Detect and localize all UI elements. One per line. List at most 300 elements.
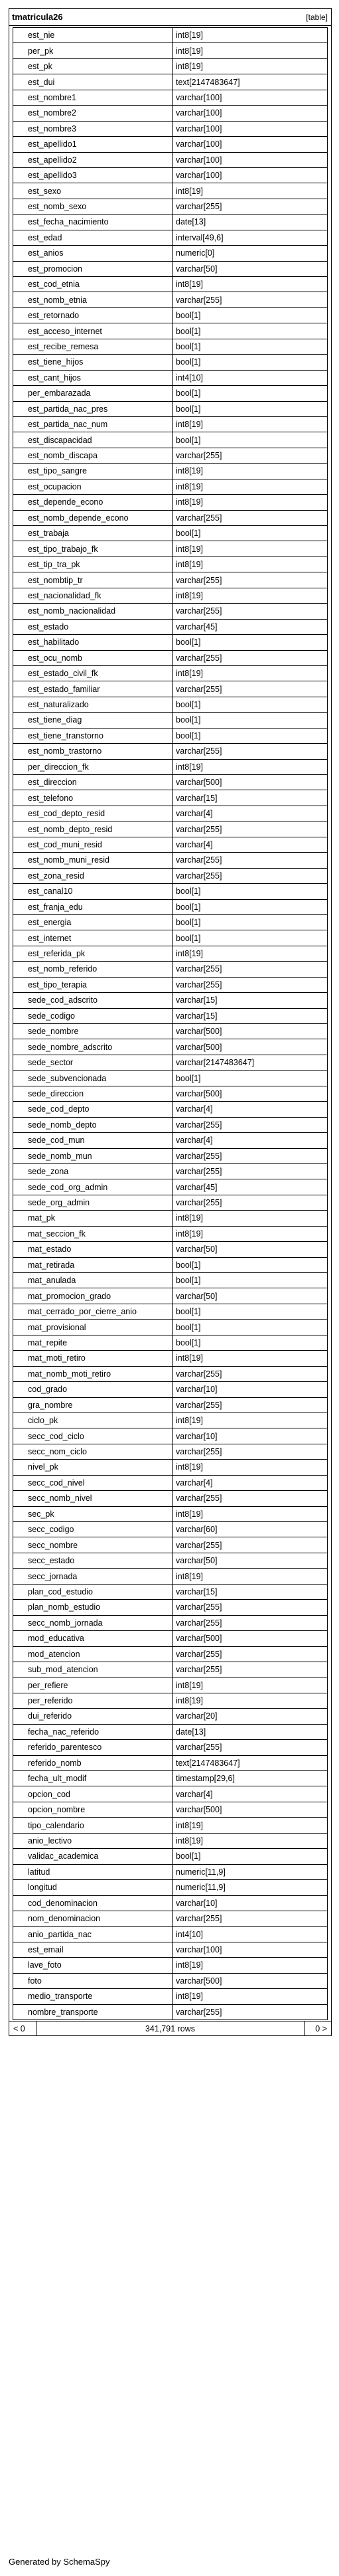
column-type: varchar[255]	[176, 1198, 222, 1208]
column-type: bool[1]	[176, 1337, 201, 1347]
column-row	[13, 743, 328, 759]
column-row	[13, 977, 328, 993]
column-name: est_nomb_trastorno	[13, 744, 173, 758]
column-type: bool[1]	[176, 1073, 201, 1083]
column-row	[13, 1444, 328, 1460]
column-name: est_nomb_muni_resid	[13, 853, 173, 867]
column-row	[13, 167, 328, 183]
column-row	[13, 385, 328, 401]
column-type: varchar[500]	[176, 1088, 222, 1098]
column-type: bool[1]	[176, 326, 201, 336]
column-name: opcion_cod	[13, 1786, 173, 1801]
column-name: per_embarazada	[13, 386, 173, 400]
column-row	[13, 1770, 328, 1786]
column-type: interval[49,6]	[176, 232, 224, 242]
column-type: int8[19]	[176, 1213, 204, 1223]
column-name: secc_nomb_nivel	[13, 1491, 173, 1505]
column-type: int4[10]	[176, 373, 204, 383]
column-row	[13, 105, 328, 121]
column-type: int8[19]	[176, 1992, 204, 2002]
column-name: cod_grado	[13, 1382, 173, 1397]
column-row	[13, 1257, 328, 1273]
column-type: int8[19]	[176, 186, 204, 196]
column-row	[13, 1288, 328, 1304]
column-name: mat_nomb_moti_retiro	[13, 1367, 173, 1381]
column-row	[13, 681, 328, 697]
column-type: varchar[255]	[176, 1914, 222, 1924]
column-name: est_acceso_internet	[13, 323, 173, 338]
column-type: numeric[11,9]	[176, 1883, 226, 1893]
column-name: sede_codigo	[13, 1009, 173, 1023]
column-type: numeric[11,9]	[176, 1867, 226, 1877]
column-name: mat_pk	[13, 1211, 173, 1225]
column-row	[13, 510, 328, 526]
column-row	[13, 588, 328, 604]
column-row	[13, 1459, 328, 1475]
column-name: est_energia	[13, 915, 173, 930]
column-type: varchar[10]	[176, 1431, 218, 1441]
column-row	[13, 1335, 328, 1351]
column-type: varchar[255]	[176, 2007, 222, 2017]
column-row	[13, 821, 328, 837]
column-name: est_dui	[13, 74, 173, 89]
column-name: mat_promocion_grado	[13, 1288, 173, 1303]
column-name: est_tiene_diag	[13, 713, 173, 727]
column-type: varchar[100]	[176, 92, 222, 102]
column-row	[13, 136, 328, 152]
column-row	[13, 1117, 328, 1133]
column-row	[13, 1521, 328, 1537]
table-box	[9, 8, 332, 2036]
column-name: nombre_transporte	[13, 2005, 173, 2019]
column-name: est_apellido3	[13, 168, 173, 183]
column-type: bool[1]	[176, 887, 201, 897]
column-row	[13, 1926, 328, 1942]
column-name: sede_nomb_depto	[13, 1118, 173, 1132]
column-name: est_franja_edu	[13, 900, 173, 914]
column-name: est_habilitado	[13, 635, 173, 649]
column-row	[13, 790, 328, 806]
column-type: int8[19]	[176, 1820, 204, 1830]
column-row	[13, 1475, 328, 1491]
column-type: int8[19]	[176, 1509, 204, 1519]
column-name: est_canal10	[13, 884, 173, 899]
column-type: varchar[255]	[176, 1400, 222, 1410]
column-type: varchar[10]	[176, 1898, 218, 1908]
column-name: est_tiene_hijos	[13, 355, 173, 369]
column-type: varchar[10]	[176, 1385, 218, 1395]
column-name: est_promocion	[13, 262, 173, 276]
column-type: timestamp[29,6]	[176, 1774, 235, 1784]
column-name: gra_nombre	[13, 1398, 173, 1413]
column-name: sede_nombre	[13, 1024, 173, 1039]
column-row	[13, 339, 328, 355]
column-row	[13, 401, 328, 417]
column-type: bool[1]	[176, 341, 201, 351]
column-row	[13, 572, 328, 588]
column-row	[13, 1615, 328, 1631]
column-name: est_trabaja	[13, 526, 173, 541]
column-row	[13, 712, 328, 728]
column-type: bool[1]	[176, 902, 201, 912]
column-type: varchar[500]	[176, 1027, 222, 1037]
column-row	[13, 1879, 328, 1895]
column-type: bool[1]	[176, 1322, 201, 1332]
column-name: est_cod_muni_resid	[13, 837, 173, 852]
column-type: text[2147483647]	[176, 77, 240, 87]
column-row	[13, 1739, 328, 1755]
column-type: varchar[255]	[176, 1743, 222, 1753]
column-name: per_direccion_fk	[13, 760, 173, 774]
column-type: int4[10]	[176, 1929, 204, 1939]
column-row	[13, 230, 328, 246]
column-type: varchar[255]	[176, 1369, 222, 1379]
column-row	[13, 1864, 328, 1880]
column-type: varchar[500]	[176, 1042, 222, 1052]
column-type: varchar[4]	[176, 1104, 213, 1114]
column-type: int8[19]	[176, 1960, 204, 1970]
column-type: date[13]	[176, 1727, 206, 1737]
column-name: fecha_ult_modif	[13, 1771, 173, 1786]
column-type: varchar[500]	[176, 1805, 222, 1815]
column-row	[13, 1413, 328, 1428]
column-name: est_nomb_nacionalidad	[13, 604, 173, 618]
column-type: int8[19]	[176, 1462, 204, 1472]
column-name: sec_pk	[13, 1507, 173, 1521]
column-name: est_sexo	[13, 183, 173, 198]
column-row	[13, 1957, 328, 1973]
column-row	[13, 837, 328, 853]
column-type: varchar[255]	[176, 575, 222, 585]
column-name: est_zona_resid	[13, 869, 173, 883]
column-type: varchar[255]	[176, 855, 222, 865]
column-row	[13, 1272, 328, 1288]
column-name: est_estado	[13, 620, 173, 634]
column-row	[13, 1599, 328, 1615]
column-row	[13, 276, 328, 292]
column-row	[13, 1055, 328, 1071]
column-type: varchar[255]	[176, 964, 222, 974]
column-type: varchar[255]	[176, 980, 222, 989]
column-type: varchar[15]	[176, 1011, 218, 1021]
column-row	[13, 1802, 328, 1818]
column-type: int8[19]	[176, 280, 204, 290]
table-name[interactable]: tmatricula26	[12, 12, 63, 22]
column-name: longitud	[13, 1880, 173, 1895]
column-name: est_direccion	[13, 775, 173, 790]
column-row	[13, 697, 328, 713]
column-row	[13, 930, 328, 946]
column-type: varchar[255]	[176, 1151, 222, 1161]
column-row	[13, 74, 328, 90]
column-name: fecha_nac_referido	[13, 1725, 173, 1739]
column-type: bool[1]	[176, 715, 201, 725]
column-type: int8[19]	[176, 1353, 204, 1363]
column-name: est_nacionalidad_fk	[13, 588, 173, 603]
column-row	[13, 1942, 328, 1958]
column-type: bool[1]	[176, 1851, 201, 1861]
column-row	[13, 899, 328, 915]
column-type: varchar[255]	[176, 513, 222, 523]
column-row	[13, 1911, 328, 1927]
column-row	[13, 1584, 328, 1600]
column-row	[13, 1397, 328, 1413]
column-row	[13, 1490, 328, 1506]
column-name: secc_jornada	[13, 1569, 173, 1583]
column-name: est_internet	[13, 930, 173, 945]
column-row	[13, 152, 328, 168]
column-name: est_retornado	[13, 308, 173, 323]
column-type: int8[19]	[176, 949, 204, 959]
column-row	[13, 759, 328, 775]
column-name: mat_seccion_fk	[13, 1227, 173, 1241]
column-name: mat_repite	[13, 1335, 173, 1350]
column-type: varchar[15]	[176, 793, 218, 803]
column-name: sede_nomb_mun	[13, 1149, 173, 1163]
column-name: sede_sector	[13, 1055, 173, 1070]
column-type: int8[19]	[176, 31, 204, 41]
column-row	[13, 1039, 328, 1055]
column-row	[13, 852, 328, 868]
column-type: varchar[255]	[176, 1120, 222, 1130]
column-type: varchar[255]	[176, 1540, 222, 1550]
column-type: bool[1]	[176, 404, 201, 414]
column-name: mod_educativa	[13, 1631, 173, 1646]
column-row	[13, 43, 328, 58]
column-row	[13, 354, 328, 370]
column-row	[13, 2004, 328, 2020]
column-row	[13, 448, 328, 464]
column-type: varchar[255]	[176, 871, 222, 881]
column-name: est_fecha_nacimiento	[13, 215, 173, 229]
column-row	[13, 603, 328, 619]
column-row	[13, 1506, 328, 1522]
column-name: est_nomb_depto_resid	[13, 821, 173, 836]
column-type: int8[19]	[176, 481, 204, 491]
column-type: bool[1]	[176, 933, 201, 943]
column-row	[13, 1319, 328, 1335]
column-name: dui_referido	[13, 1709, 173, 1723]
column-name: sede_org_admin	[13, 1195, 173, 1210]
column-name: secc_cod_ciclo	[13, 1428, 173, 1443]
column-row	[13, 432, 328, 448]
column-row	[13, 634, 328, 650]
column-type: varchar[255]	[176, 1447, 222, 1457]
column-name: sede_subvencionada	[13, 1071, 173, 1085]
column-type: varchar[255]	[176, 1494, 222, 1503]
column-row	[13, 479, 328, 495]
column-name: est_apellido2	[13, 153, 173, 167]
column-name: est_tiene_transtorno	[13, 729, 173, 743]
column-name: mat_cerrado_por_cierre_anio	[13, 1304, 173, 1319]
column-row	[13, 214, 328, 230]
column-type: text[2147483647]	[176, 1758, 240, 1768]
column-type: varchar[4]	[176, 1136, 213, 1146]
column-type: varchar[255]	[176, 1649, 222, 1659]
column-name: referido_nomb	[13, 1756, 173, 1770]
column-row	[13, 292, 328, 307]
column-type: bool[1]	[176, 1276, 201, 1286]
column-type: varchar[45]	[176, 1182, 218, 1192]
column-type: varchar[255]	[176, 1167, 222, 1177]
column-name: lave_foto	[13, 1958, 173, 1972]
column-row	[13, 1630, 328, 1646]
column-name: sede_zona	[13, 1164, 173, 1179]
column-name: per_pk	[13, 43, 173, 58]
column-row	[13, 463, 328, 479]
column-name: est_tipo_sangre	[13, 464, 173, 478]
column-row	[13, 1755, 328, 1771]
column-type: bool[1]	[176, 700, 201, 710]
column-row	[13, 1553, 328, 1569]
row-count: 341,791 rows	[36, 2021, 305, 2035]
column-name: est_tip_tra_pk	[13, 557, 173, 572]
column-type: varchar[255]	[176, 451, 222, 461]
column-row	[13, 307, 328, 323]
column-type: varchar[255]	[176, 1602, 222, 1612]
column-row	[13, 1101, 328, 1117]
column-type: bool[1]	[176, 529, 201, 539]
column-row	[13, 541, 328, 557]
column-type: bool[1]	[176, 730, 201, 740]
column-name: est_nombtip_tr	[13, 572, 173, 587]
column-type: varchar[100]	[176, 108, 222, 118]
column-name: est_referida_pk	[13, 946, 173, 961]
column-type: int8[19]	[176, 590, 204, 600]
column-row	[13, 1724, 328, 1740]
column-type: varchar[255]	[176, 1618, 222, 1628]
column-type: varchar[255]	[176, 684, 222, 694]
column-row	[13, 1366, 328, 1382]
column-name: est_partida_nac_pres	[13, 402, 173, 416]
table-kind: [table]	[306, 12, 328, 22]
column-name: secc_nomb_jornada	[13, 1616, 173, 1630]
column-row	[13, 1179, 328, 1195]
column-type: varchar[255]	[176, 202, 222, 212]
column-row	[13, 883, 328, 899]
column-type: varchar[255]	[176, 295, 222, 305]
column-name: anio_lectivo	[13, 1834, 173, 1848]
column-name: sub_mod_atencion	[13, 1662, 173, 1677]
column-row	[13, 1163, 328, 1179]
column-row	[13, 1428, 328, 1444]
column-type: varchar[50]	[176, 264, 218, 274]
footer-prev: < 0	[13, 2023, 25, 2033]
column-type: int8[19]	[176, 62, 204, 72]
column-row	[13, 1817, 328, 1833]
column-row	[13, 619, 328, 635]
column-type: int8[19]	[176, 420, 204, 430]
column-row	[13, 1973, 328, 1989]
column-row	[13, 245, 328, 261]
column-type: int8[19]	[176, 669, 204, 679]
column-type: varchar[20]	[176, 1711, 218, 1721]
column-type: varchar[255]	[176, 653, 222, 663]
column-row	[13, 1132, 328, 1148]
column-name: est_cant_hijos	[13, 371, 173, 385]
column-row	[13, 1210, 328, 1226]
column-name: est_email	[13, 1942, 173, 1957]
column-row	[13, 914, 328, 930]
column-row	[13, 58, 328, 74]
column-row	[13, 1537, 328, 1553]
column-type: varchar[255]	[176, 824, 222, 834]
column-type: varchar[4]	[176, 1789, 213, 1799]
column-name: sede_nombre_adscrito	[13, 1039, 173, 1054]
column-name: est_ocu_nomb	[13, 651, 173, 665]
column-name: est_telefono	[13, 790, 173, 805]
column-name: medio_transporte	[13, 1989, 173, 2004]
column-name: est_tipo_trabajo_fk	[13, 541, 173, 556]
column-type: bool[1]	[176, 918, 201, 928]
column-type: varchar[60]	[176, 1525, 218, 1535]
column-name: est_depende_econo	[13, 495, 173, 509]
column-row	[13, 806, 328, 821]
column-name: referido_parentesco	[13, 1740, 173, 1755]
column-type: varchar[100]	[176, 124, 222, 133]
column-type: varchar[50]	[176, 1556, 218, 1566]
column-row	[13, 774, 328, 790]
column-type: varchar[255]	[176, 606, 222, 616]
column-type: varchar[15]	[176, 995, 218, 1005]
column-type: varchar[2147483647]	[176, 1058, 255, 1068]
table-footer	[9, 2021, 331, 2035]
column-row	[13, 1381, 328, 1397]
column-name: est_pk	[13, 59, 173, 74]
column-name: mat_moti_retiro	[13, 1351, 173, 1365]
column-row	[13, 961, 328, 977]
column-name: opcion_nombre	[13, 1802, 173, 1817]
column-row	[13, 1070, 328, 1086]
column-row	[13, 1304, 328, 1320]
column-type: varchar[45]	[176, 622, 218, 632]
column-row	[13, 1568, 328, 1584]
column-type: bool[1]	[176, 1260, 201, 1270]
column-name: anio_partida_nac	[13, 1927, 173, 1941]
column-row	[13, 946, 328, 962]
column-row	[13, 494, 328, 510]
column-row	[13, 90, 328, 106]
column-row	[13, 1646, 328, 1662]
column-name: mat_provisional	[13, 1320, 173, 1334]
column-name: sede_cod_adscrito	[13, 993, 173, 1007]
column-row	[13, 1677, 328, 1693]
column-name: validac_academica	[13, 1849, 173, 1863]
column-row	[13, 728, 328, 744]
column-type: varchar[100]	[176, 1945, 222, 1955]
column-type: int8[19]	[176, 1571, 204, 1581]
column-name: est_tipo_terapia	[13, 978, 173, 992]
column-name: mat_anulada	[13, 1273, 173, 1288]
column-type: int8[19]	[176, 1696, 204, 1706]
column-name: est_cod_etnia	[13, 277, 173, 292]
column-row	[13, 1023, 328, 1039]
column-list	[9, 26, 331, 2021]
column-name: est_nomb_sexo	[13, 199, 173, 214]
column-row	[13, 323, 328, 339]
column-name: sede_cod_org_admin	[13, 1179, 173, 1194]
column-row	[13, 1848, 328, 1864]
table-header	[9, 9, 331, 26]
column-name: sede_cod_mun	[13, 1133, 173, 1148]
column-type: bool[1]	[176, 1307, 201, 1317]
column-name: est_nomb_etnia	[13, 292, 173, 307]
column-type: date[13]	[176, 217, 206, 227]
column-name: sede_direccion	[13, 1086, 173, 1101]
column-name: est_nie	[13, 28, 173, 43]
column-row	[13, 525, 328, 541]
column-name: est_edad	[13, 230, 173, 245]
